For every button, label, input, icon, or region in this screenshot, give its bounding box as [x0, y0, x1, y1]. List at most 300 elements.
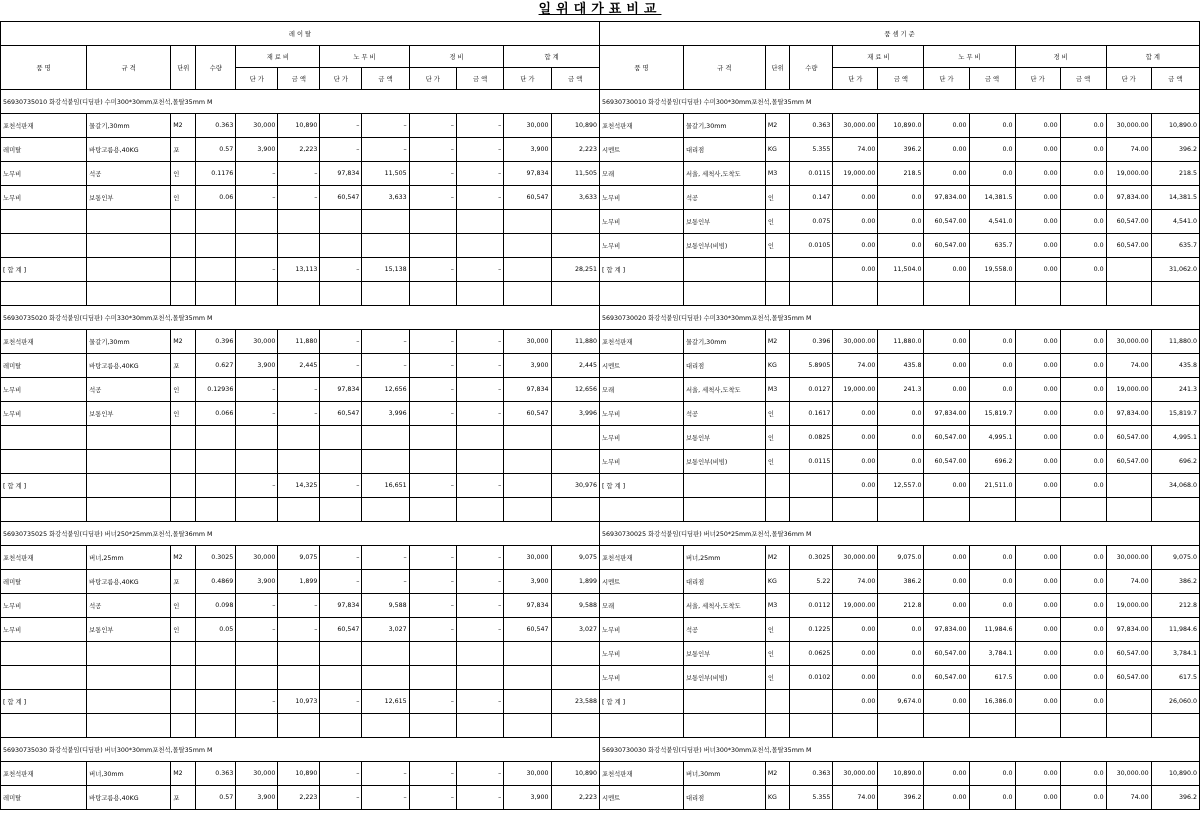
subtotal-cell: – — [236, 258, 278, 282]
item-code: 56930730030 화강석붙임(디딤판) 버너300*30mm포천석,몰탈35mm M — [600, 738, 1200, 762]
table-cell: 0.3025 — [196, 546, 236, 570]
table-cell — [278, 210, 320, 234]
table-cell: – — [409, 570, 456, 594]
table-cell: 0.00 — [1015, 354, 1060, 378]
table-cell: 3,633 — [551, 186, 600, 210]
table-cell: 9,075.0 — [1151, 546, 1199, 570]
subtotal-cell — [504, 258, 551, 282]
table-cell: – — [320, 546, 362, 570]
table-cell: 97,834.00 — [924, 186, 969, 210]
table-cell — [196, 234, 236, 258]
table-cell: – — [409, 114, 456, 138]
empty-cell — [504, 498, 551, 522]
table-cell: 0.0 — [969, 162, 1015, 186]
table-cell: 0.0625 — [790, 642, 833, 666]
header-unit-price: 단 가 — [320, 68, 362, 90]
table-cell: 218.5 — [1151, 162, 1199, 186]
table-cell: 포천석판재 — [600, 762, 684, 786]
table-cell: 물갈기,30mm — [683, 114, 765, 138]
header-spec: 규 격 — [683, 46, 765, 90]
empty-cell — [790, 498, 833, 522]
table-cell: 보통인부 — [87, 618, 171, 642]
table-cell: 0.00 — [1015, 234, 1060, 258]
table-cell — [504, 426, 551, 450]
table-cell: 0.075 — [790, 210, 833, 234]
table-cell: 3,900 — [236, 138, 278, 162]
table-cell: 60,547.00 — [1106, 210, 1151, 234]
table-cell: 0.396 — [196, 330, 236, 354]
table-cell: M2 — [171, 330, 196, 354]
table-cell: 0.00 — [1015, 426, 1060, 450]
table-cell: 0.00 — [833, 210, 878, 234]
table-cell: 0.0 — [878, 450, 924, 474]
table-cell — [409, 642, 456, 666]
table-cell: 노무비 — [1, 378, 87, 402]
empty-cell — [171, 282, 196, 306]
empty-cell — [1015, 498, 1060, 522]
header-qty: 수량 — [790, 46, 833, 90]
empty-cell — [833, 714, 878, 738]
section-header-row — [1, 22, 600, 46]
right-comparison-table — [599, 21, 1200, 810]
table-cell: 0.0 — [969, 330, 1015, 354]
table-cell: 19,000.00 — [1106, 162, 1151, 186]
table-cell: 2,445 — [278, 354, 320, 378]
table-cell: M2 — [171, 762, 196, 786]
table-cell: 0.57 — [196, 138, 236, 162]
table-cell: – — [278, 162, 320, 186]
table-cell: 0.627 — [196, 354, 236, 378]
table-cell — [171, 642, 196, 666]
empty-cell — [1060, 714, 1106, 738]
table-cell: 0.0 — [878, 186, 924, 210]
table-cell: 0.05 — [196, 618, 236, 642]
table-cell: 노무비 — [1, 594, 87, 618]
subtotal-cell: – — [456, 258, 503, 282]
table-row — [1, 114, 600, 138]
table-cell: 0.00 — [1015, 378, 1060, 402]
subtotal-cell — [765, 474, 790, 498]
table-cell: 0.0105 — [790, 234, 833, 258]
table-cell: 241.3 — [1151, 378, 1199, 402]
table-row — [600, 378, 1200, 402]
table-cell: 19,000.00 — [833, 594, 878, 618]
table-cell: 0.00 — [924, 786, 969, 810]
table-cell: 60,547.00 — [1106, 642, 1151, 666]
table-cell: 3,784.1 — [1151, 642, 1199, 666]
table-cell: 대리점 — [683, 138, 765, 162]
table-cell: 11,880 — [551, 330, 600, 354]
table-row — [600, 762, 1200, 786]
table-cell: – — [236, 618, 278, 642]
table-cell: 버너,25mm — [87, 546, 171, 570]
table-cell: 모래 — [600, 378, 684, 402]
table-cell: 2,223 — [278, 138, 320, 162]
table-cell: 0.0 — [1060, 138, 1106, 162]
table-cell: – — [362, 570, 409, 594]
subtotal-cell: 14,325 — [278, 474, 320, 498]
table-cell: 9,075 — [551, 546, 600, 570]
table-cell: 노무비 — [600, 666, 684, 690]
subtotal-cell — [504, 474, 551, 498]
table-row — [600, 114, 1200, 138]
header-amount: 금 액 — [456, 68, 503, 90]
table-cell: 포 — [171, 786, 196, 810]
table-cell: 97,834 — [504, 594, 551, 618]
subtotal-cell: 11,504.0 — [878, 258, 924, 282]
table-cell: 0.0 — [1060, 210, 1106, 234]
table-cell: 5.355 — [790, 786, 833, 810]
table-cell: 3,784.1 — [969, 642, 1015, 666]
table-cell: 30,000 — [504, 762, 551, 786]
header-amount: 금 액 — [1151, 68, 1199, 90]
comparison-area — [0, 21, 1200, 819]
table-cell: 2,223 — [551, 786, 600, 810]
subtotal-cell — [171, 474, 196, 498]
table-cell: 시멘트 — [600, 786, 684, 810]
empty-cell — [969, 282, 1015, 306]
table-cell — [409, 450, 456, 474]
empty-cell — [236, 282, 278, 306]
subtotal-cell: [ 합 계 ] — [600, 258, 684, 282]
table-cell: – — [456, 114, 503, 138]
table-cell: – — [362, 786, 409, 810]
table-cell: 10,890 — [551, 762, 600, 786]
empty-cell — [878, 714, 924, 738]
table-cell: 617.5 — [1151, 666, 1199, 690]
table-cell: – — [409, 402, 456, 426]
table-cell: 물갈기,30mm — [683, 330, 765, 354]
table-cell: 97,834.00 — [1106, 402, 1151, 426]
table-cell: KG — [765, 786, 790, 810]
table-cell: 0.1617 — [790, 402, 833, 426]
table-cell: 0.0 — [1060, 162, 1106, 186]
subtotal-cell: [ 합 계 ] — [1, 258, 87, 282]
table-row — [1, 570, 600, 594]
subtotal-cell: 9,674.0 — [878, 690, 924, 714]
table-cell: 0.0 — [969, 594, 1015, 618]
table-cell: 4,995.1 — [969, 426, 1015, 450]
empty-cell — [278, 714, 320, 738]
subtotal-cell — [683, 474, 765, 498]
item-code-row — [1, 306, 600, 330]
table-cell: 0.0 — [1060, 354, 1106, 378]
table-cell: 보통인부 — [87, 402, 171, 426]
table-cell: M2 — [171, 114, 196, 138]
table-cell: 0.0 — [1060, 426, 1106, 450]
table-cell: – — [236, 378, 278, 402]
empty-cell — [924, 282, 969, 306]
table-cell: 0.396 — [790, 330, 833, 354]
subtotal-cell: [ 합 계 ] — [1, 474, 87, 498]
subtotal-cell — [1106, 690, 1151, 714]
table-cell: 0.00 — [1015, 330, 1060, 354]
subtotal-cell — [87, 690, 171, 714]
table-cell: 11,880.0 — [1151, 330, 1199, 354]
table-cell: 0.066 — [196, 402, 236, 426]
table-cell — [456, 666, 503, 690]
table-cell: 포 — [171, 138, 196, 162]
subtotal-cell: – — [409, 258, 456, 282]
header-amount: 금 액 — [969, 68, 1015, 90]
table-cell — [171, 450, 196, 474]
table-cell: 0.12936 — [196, 378, 236, 402]
table-row — [600, 642, 1200, 666]
table-cell — [1, 666, 87, 690]
item-code: 56930735025 화강석붙임(디딤판) 버너250*25mm포천석,몰탈36mm M — [1, 522, 600, 546]
table-cell: 635.7 — [1151, 234, 1199, 258]
empty-cell — [504, 714, 551, 738]
table-cell: 617.5 — [969, 666, 1015, 690]
table-cell: – — [362, 330, 409, 354]
table-cell: M2 — [171, 546, 196, 570]
empty-cell — [1, 714, 87, 738]
table-cell: – — [236, 594, 278, 618]
table-cell: 74.00 — [833, 570, 878, 594]
table-cell: – — [409, 594, 456, 618]
empty-cell — [600, 282, 684, 306]
table-cell: 3,996 — [551, 402, 600, 426]
item-code: 56930730020 화강석붙임(디딤판) 수미330*30mm포천석,몰탈35mm M — [600, 306, 1200, 330]
table-cell: 0.00 — [833, 450, 878, 474]
subtotal-cell: 23,588 — [551, 690, 600, 714]
table-cell: 30,000.00 — [1106, 330, 1151, 354]
table-cell: 635.7 — [969, 234, 1015, 258]
table-cell: 97,834.00 — [924, 618, 969, 642]
empty-cell — [362, 714, 409, 738]
table-cell — [1, 210, 87, 234]
empty-cell — [600, 498, 684, 522]
table-cell: 60,547 — [320, 402, 362, 426]
header-total: 합 계 — [504, 46, 600, 68]
subtotal-cell: – — [320, 690, 362, 714]
subtotal-cell: 0.00 — [1015, 258, 1060, 282]
item-code: 56930730010 화강석붙임(디딤판) 수미300*30mm포천석,몰탈35mm M — [600, 90, 1200, 114]
table-cell: 14,381.5 — [969, 186, 1015, 210]
table-cell: 노무비 — [600, 234, 684, 258]
table-cell — [278, 234, 320, 258]
table-cell: – — [320, 354, 362, 378]
table-cell: 0.363 — [196, 114, 236, 138]
table-cell: – — [456, 138, 503, 162]
table-cell: 0.00 — [924, 762, 969, 786]
table-cell — [87, 642, 171, 666]
subtotal-cell: – — [320, 474, 362, 498]
header-expense: 경 비 — [1015, 46, 1106, 68]
table-row — [600, 546, 1200, 570]
table-cell — [196, 426, 236, 450]
table-cell: – — [278, 594, 320, 618]
table-cell: – — [278, 186, 320, 210]
table-cell: 0.00 — [833, 186, 878, 210]
table-cell: 0.0 — [1060, 186, 1106, 210]
table-cell: 30,000 — [504, 546, 551, 570]
table-cell: 인 — [765, 210, 790, 234]
table-cell — [87, 426, 171, 450]
table-row — [600, 666, 1200, 690]
subtotal-cell: 0.00 — [1015, 690, 1060, 714]
page-title: 일위대가표비교 — [538, 2, 662, 17]
table-cell: 보통인부 — [683, 426, 765, 450]
subtotal-cell — [1106, 474, 1151, 498]
table-cell — [236, 450, 278, 474]
empty-cell — [87, 282, 171, 306]
table-cell: 0.0 — [969, 114, 1015, 138]
section-header-row — [600, 22, 1200, 46]
item-code-row — [600, 306, 1200, 330]
table-row — [1, 546, 600, 570]
table-cell: 0.0 — [878, 210, 924, 234]
table-cell: 386.2 — [878, 570, 924, 594]
table-cell: 0.00 — [924, 594, 969, 618]
table-cell: 30,000.00 — [833, 114, 878, 138]
table-cell — [551, 426, 600, 450]
table-cell: 60,547.00 — [924, 450, 969, 474]
subtotal-cell: 0.00 — [924, 474, 969, 498]
table-cell: 19,000.00 — [1106, 378, 1151, 402]
table-cell: 19,000.00 — [833, 162, 878, 186]
table-cell: 386.2 — [1151, 570, 1199, 594]
table-cell: 포천석판재 — [1, 330, 87, 354]
table-cell — [456, 210, 503, 234]
empty-cell — [551, 714, 600, 738]
header-unit-price: 단 가 — [236, 68, 278, 90]
table-cell: M3 — [765, 162, 790, 186]
subtotal-cell: 19,558.0 — [969, 258, 1015, 282]
table-cell: 물갈기,30mm — [87, 114, 171, 138]
subtotal-cell: 34,068.0 — [1151, 474, 1199, 498]
table-row — [1, 210, 600, 234]
subtotal-cell — [790, 258, 833, 282]
header-unit: 단위 — [765, 46, 790, 90]
subtotal-cell — [683, 690, 765, 714]
table-cell: 0.363 — [790, 762, 833, 786]
table-cell: 3,900 — [236, 354, 278, 378]
subtotal-cell: – — [456, 690, 503, 714]
table-cell: 포천석판재 — [600, 546, 684, 570]
table-cell: – — [278, 402, 320, 426]
table-cell: 인 — [171, 594, 196, 618]
table-cell: 포천석판재 — [600, 114, 684, 138]
table-cell: 0.0 — [1060, 618, 1106, 642]
table-cell: 3,900 — [504, 786, 551, 810]
table-cell: 0.00 — [833, 234, 878, 258]
table-row — [1, 786, 600, 810]
header-unit: 단위 — [171, 46, 196, 90]
table-cell: 30,000 — [236, 546, 278, 570]
table-cell: 0.00 — [1015, 618, 1060, 642]
table-cell — [278, 666, 320, 690]
table-cell — [504, 234, 551, 258]
item-code-row — [1, 738, 600, 762]
table-cell: 396.2 — [1151, 786, 1199, 810]
item-code: 56930735020 화강석붙임(디딤판) 수미330*30mm포천석,몰탈35mm M — [1, 306, 600, 330]
table-cell: – — [456, 330, 503, 354]
table-cell: 435.8 — [878, 354, 924, 378]
table-cell — [196, 666, 236, 690]
empty-cell — [1106, 714, 1151, 738]
table-cell: 60,547.00 — [924, 666, 969, 690]
empty-cell — [924, 498, 969, 522]
table-cell: 218.5 — [878, 162, 924, 186]
table-cell: 모래 — [600, 594, 684, 618]
table-cell: 9,588 — [551, 594, 600, 618]
table-row — [1, 762, 600, 786]
table-cell: – — [456, 546, 503, 570]
header-amount: 금 액 — [878, 68, 924, 90]
table-cell: 0.00 — [924, 354, 969, 378]
empty-cell — [600, 714, 684, 738]
table-cell: 0.00 — [833, 402, 878, 426]
table-row — [600, 234, 1200, 258]
table-row — [600, 786, 1200, 810]
table-cell — [1, 234, 87, 258]
subtotal-cell — [790, 690, 833, 714]
table-cell: 보통인부 — [683, 642, 765, 666]
table-row — [1, 642, 600, 666]
table-cell: 19,000.00 — [833, 378, 878, 402]
empty-cell — [409, 282, 456, 306]
table-cell — [171, 426, 196, 450]
table-cell — [320, 210, 362, 234]
table-cell: 0.098 — [196, 594, 236, 618]
table-row — [1, 450, 600, 474]
table-cell: 0.0 — [878, 426, 924, 450]
table-cell — [196, 450, 236, 474]
subtotal-cell: 0.00 — [833, 690, 878, 714]
table-cell: 30,000 — [236, 114, 278, 138]
empty-cell — [87, 714, 171, 738]
table-cell: M2 — [765, 330, 790, 354]
table-cell — [196, 642, 236, 666]
table-cell: 노무비 — [600, 426, 684, 450]
table-row — [600, 450, 1200, 474]
table-cell: 15,819.7 — [1151, 402, 1199, 426]
empty-cell — [456, 498, 503, 522]
table-row — [600, 594, 1200, 618]
table-cell: – — [320, 786, 362, 810]
table-cell — [1, 642, 87, 666]
table-cell: 0.00 — [1015, 114, 1060, 138]
table-cell: 60,547 — [504, 186, 551, 210]
table-cell: 97,834 — [504, 162, 551, 186]
table-cell: – — [456, 162, 503, 186]
table-cell: 0.363 — [196, 762, 236, 786]
subtotal-row — [600, 474, 1200, 498]
table-row — [600, 162, 1200, 186]
table-row — [1, 594, 600, 618]
subtotal-cell: 0.00 — [924, 258, 969, 282]
table-cell: 석공 — [87, 162, 171, 186]
empty-cell — [878, 282, 924, 306]
table-cell: – — [236, 162, 278, 186]
subtotal-cell: – — [320, 258, 362, 282]
subtotal-cell: 30,976 — [551, 474, 600, 498]
table-cell — [1, 450, 87, 474]
table-cell: 396.2 — [878, 138, 924, 162]
table-cell: 3,027 — [551, 618, 600, 642]
table-cell: 노무비 — [600, 618, 684, 642]
empty-cell — [278, 282, 320, 306]
table-cell: 포 — [171, 570, 196, 594]
table-cell — [278, 426, 320, 450]
table-row — [1, 402, 600, 426]
table-cell: 0.00 — [1015, 162, 1060, 186]
table-cell: 바탕고름용,40KG — [87, 354, 171, 378]
empty-cell — [683, 282, 765, 306]
table-cell: 60,547.00 — [1106, 666, 1151, 690]
table-cell: 212.8 — [878, 594, 924, 618]
